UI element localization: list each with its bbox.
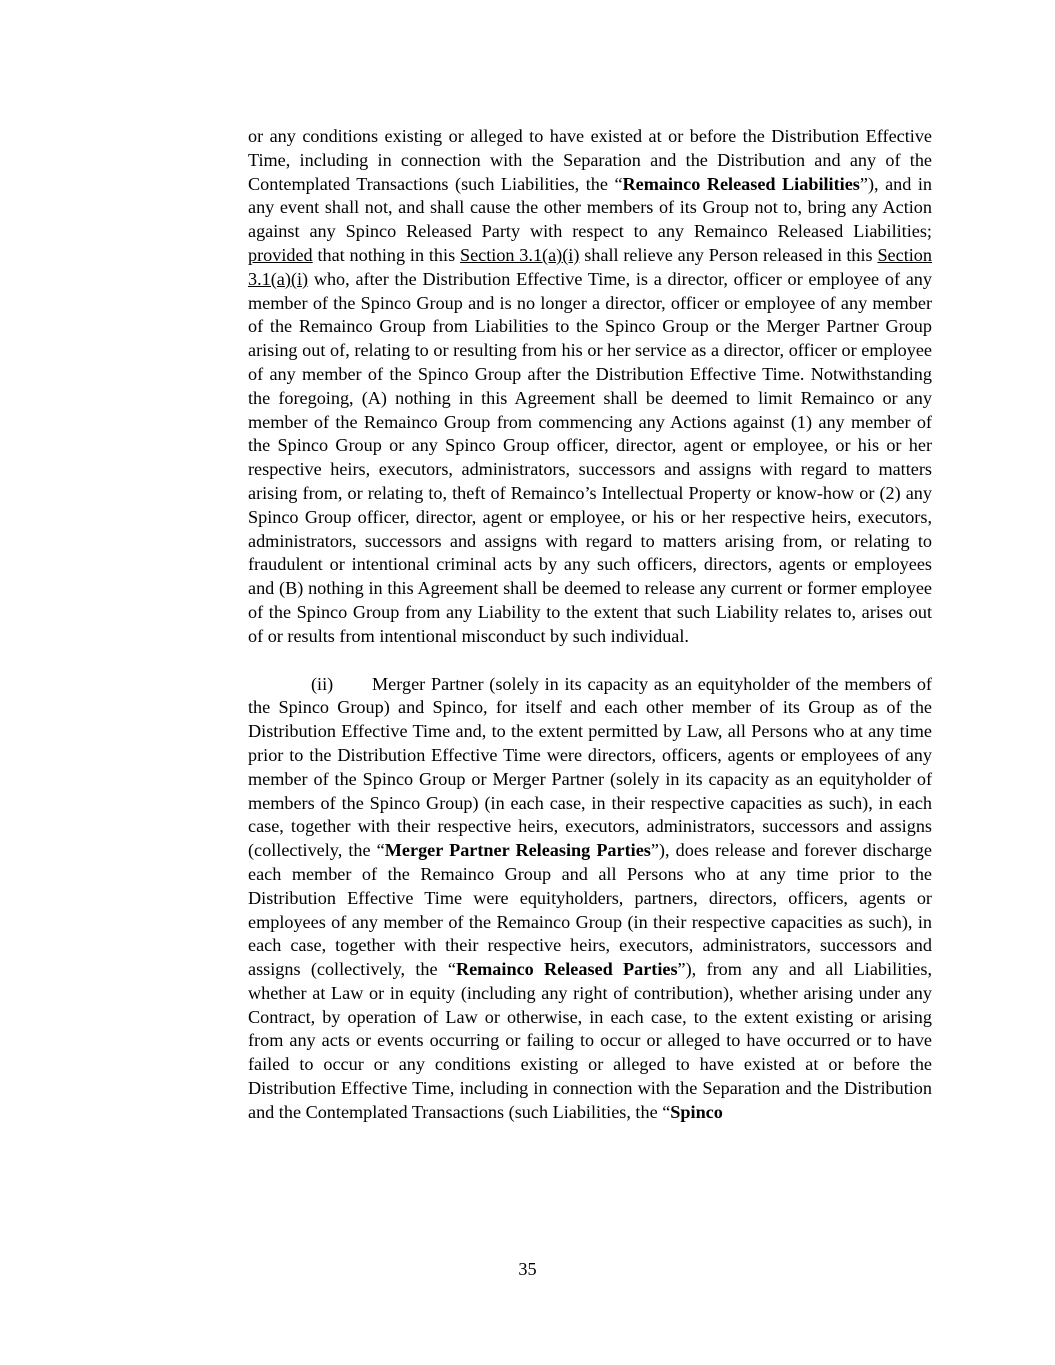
section-reference: Section 3.1(a)(i) xyxy=(248,244,932,289)
text-run: or any conditions existing or alleged to have existed at or before the Distribution Effective Time, including in connection with the Separation and the Distribution and any of the Contemplated Transactions (such Liabilities, the “ xyxy=(248,126,932,194)
clause-number: (ii) xyxy=(311,673,334,694)
defined-term-remainco-released-liabilities: Remainco Released Liabilities xyxy=(622,173,860,194)
text-run: Merger Partner (solely in its capacity as an equityholder of the members of the Spinco Group) and Spinco, for itself and each other member of its Group as of the Distribution Effective Time and, to the extent permitted by Law, all Persons who at any time prior to the Distribution Effective Time were directors, officers, agents or employees of any member of the Spinco Group or Merger Partner (solely in its capacity as an equityholder of members of the Spinco Group) (in each case, in their respective capacities as such), in each case, together with their respective heirs, executors, administrators, successors and assigns (collectively, the “ xyxy=(248,673,932,861)
document-body xyxy=(248,125,932,1125)
text-run: ”), and in any event shall not, and shall cause the other members of its Group not to, bring any Action against any Spinco Released Party with respect to any Remainco Released Liabilities; xyxy=(248,173,932,242)
defined-term-spinco: Spinco xyxy=(670,1101,723,1122)
paragraph-continuation xyxy=(248,125,932,649)
defined-term-remainco-released-parties: Remainco Released Parties xyxy=(455,959,678,980)
text-run: ”), from any and all Liabilities, whether at Law or in equity (including any right of contribution), whether arising under any Contract, by operation of Law or otherwise, in each case, to the extent existing or arising from any acts or events occurring or failing to occur or alleged to have occurred or to have failed to occur or any conditions existing or alleged to have existed at or before the Distribution Effective Time, including in connection with the Separation and the Distribution and the Contemplated Transactions (such Liabilities, the “ xyxy=(248,959,932,1122)
section-reference: Section 3.1(a)(i) xyxy=(459,244,580,265)
text-run: shall relieve any Person released in this xyxy=(579,244,878,265)
paragraph-ii xyxy=(248,673,932,1125)
text-run: that nothing in this xyxy=(312,244,460,265)
underlined-provided: provided xyxy=(248,244,313,265)
defined-term-merger-partner-releasing-parties: Merger Partner Releasing Parties xyxy=(384,840,651,861)
page-number: 35 xyxy=(518,1259,537,1279)
text-run: ”), does release and forever discharge each member of the Remainco Group and all Persons who at any time prior to the Distribution Effective Time were equityholders, partners, directors, officers, agents or employees of any member of the Remainco Group (in their respective capacities as such), in each case, together with their respective heirs, executors, administrators, successors and assigns (collectively, the “ xyxy=(248,840,932,980)
text-run: who, after the Distribution Effective Time, is a director, officer or employee of any member of the Spinco Group and is no longer a director, officer or employee of any member of the Remainco Group from Liabilities to the Spinco Group or the Merger Partner Group arising out of, relating to or resulting from his or her service as a director, officer or employee of any member of the Spinco Group after the Distribution Effective Time. Notwithstanding the foregoing, (A) nothing in this Agreement shall be deemed to limit Remainco or any member of the Remainco Group from commencing any Actions against (1) any member of the Spinco Group or any Spinco Group officer, director, agent or employee, or his or her respective heirs, executors, administrators, successors and assigns with regard to matters arising from, or relating to, theft of Remainco’s Intellectual Property or know-how or (2) any Spinco Group officer, director, agent or employee, or his or her respective heirs, executors, administrators, successors and assigns with regard to matters arising from, or relating to fraudulent or intentional criminal acts by any such officers, directors, agents or employees and (B) nothing in this Agreement shall be deemed to release any current or former employee of the Spinco Group from any Liability to the extent that such Liability relates to, arises out of or results from intentional misconduct by such individual. xyxy=(248,268,932,646)
